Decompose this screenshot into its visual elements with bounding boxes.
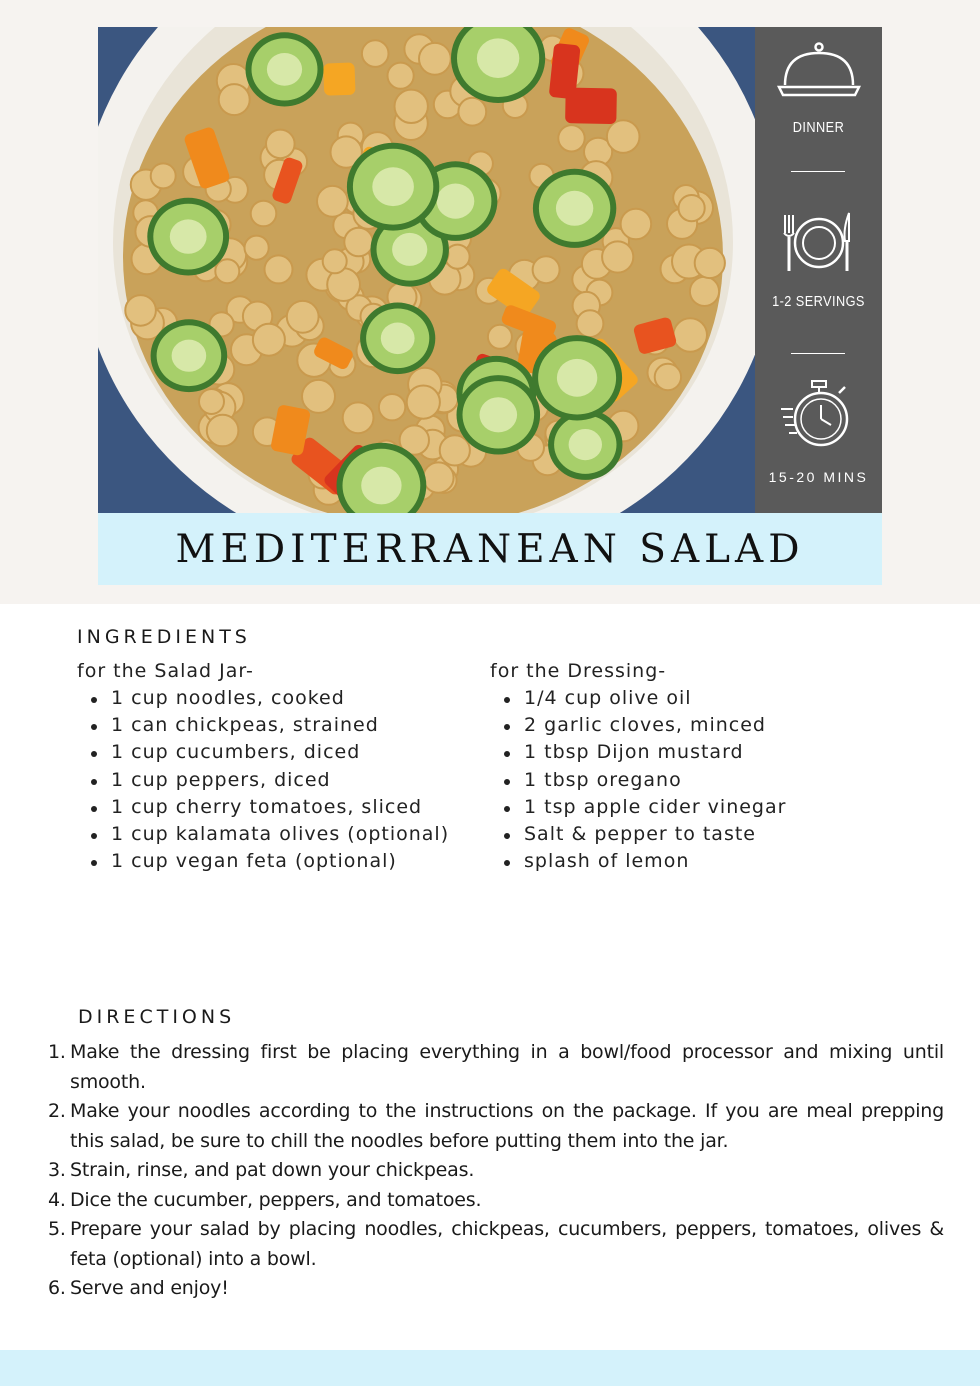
ingredients-heading: INGREDIENTS [77, 626, 251, 648]
dressing-subtitle: for the Dressing- [490, 660, 667, 682]
title-banner [98, 513, 882, 585]
list-item: 1 cup vegan feta (optional) [77, 848, 449, 875]
list-item: 1 tbsp Dijon mustard [490, 739, 786, 766]
dressing-ingredients [490, 658, 786, 875]
servings-label: 1-2 SERVINGS [772, 293, 865, 310]
step-text: Prepare your salad by placing noodles, chickpeas, cucumbers, peppers, tomatoes, olives & feta (optional) into a bowl. [70, 1218, 944, 1270]
direction-step [48, 1097, 944, 1156]
info-divider [791, 353, 845, 354]
list-item: 1 cup peppers, diced [77, 767, 449, 794]
salad-ingredients [77, 658, 449, 875]
step-text: Make your noodles according to the instructions on the package. If you are meal prepping this salad, be sure to chill the noodles before putting them into the jar. [70, 1100, 944, 1152]
direction-step [48, 1038, 944, 1097]
step-number: 3. [48, 1159, 66, 1181]
info-divider [791, 171, 845, 172]
list-item: 1 can chickpeas, strained [77, 712, 449, 739]
step-number: 4. [48, 1188, 66, 1211]
footer-band [0, 1350, 980, 1386]
direction-step [48, 1274, 944, 1304]
step-number: 1. [48, 1041, 66, 1063]
step-text: Make the dressing first be placing everything in a bowl/food processor and mixing until smooth. [70, 1041, 944, 1093]
step-number: 2. [48, 1100, 66, 1122]
step-text: Dice the cucumber, peppers, and tomatoes. [70, 1188, 482, 1211]
direction-step [48, 1156, 944, 1186]
salad-ingredient-list [77, 685, 449, 875]
stopwatch-icon [755, 379, 882, 451]
recipe-title: MEDITERRANEAN SALAD [175, 526, 805, 572]
cloche-icon [755, 41, 882, 105]
step-number: 5. [48, 1218, 66, 1240]
direction-step [48, 1215, 944, 1274]
prep-time-label: 15-20 MINS [768, 469, 869, 485]
list-item: splash of lemon [490, 848, 786, 875]
list-item: 2 garlic cloves, minced [490, 712, 786, 739]
recipe-info-panel [755, 27, 882, 513]
salad-photo [98, 27, 755, 513]
list-item: 1 tsp apple cider vinegar [490, 794, 786, 821]
list-item: 1 cup cherry tomatoes, sliced [77, 794, 449, 821]
list-item: Salt & pepper to taste [490, 821, 786, 848]
meal-type-label: DINNER [792, 119, 845, 136]
list-item: 1/4 cup olive oil [490, 685, 786, 712]
plate-cutlery-icon [755, 209, 882, 275]
directions-list [48, 1038, 944, 1304]
step-number: 6. [48, 1277, 66, 1299]
salad-subtitle: for the Salad Jar- [77, 660, 254, 682]
step-text: Serve and enjoy! [70, 1277, 229, 1299]
direction-step [48, 1186, 944, 1216]
list-item: 1 cup cucumbers, diced [77, 739, 449, 766]
dressing-ingredient-list [490, 685, 786, 875]
list-item: 1 cup noodles, cooked [77, 685, 449, 712]
directions-heading: DIRECTIONS [78, 1006, 236, 1028]
step-text: Strain, rinse, and pat down your chickpeas. [70, 1159, 475, 1181]
list-item: 1 tbsp oregano [490, 767, 786, 794]
list-item: 1 cup kalamata olives (optional) [77, 821, 449, 848]
